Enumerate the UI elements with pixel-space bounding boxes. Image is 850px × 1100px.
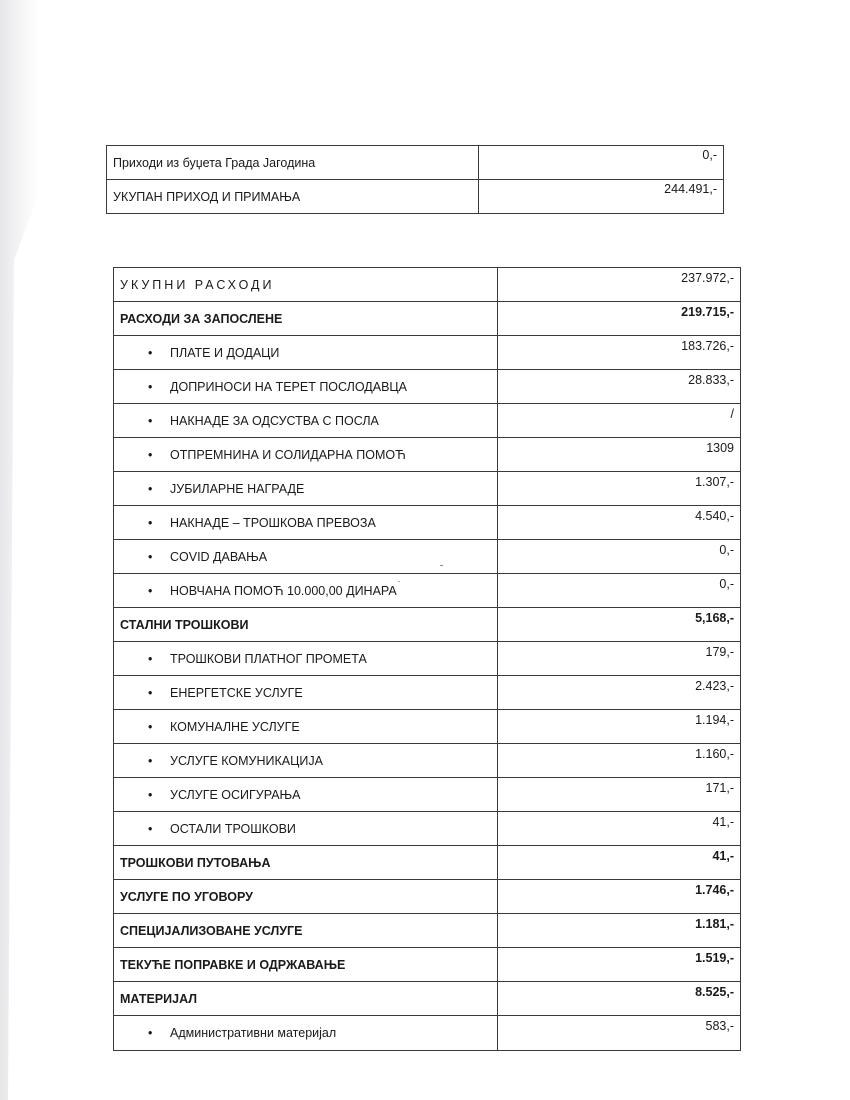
table-row xyxy=(114,710,741,744)
table-row xyxy=(107,146,724,180)
expense-table xyxy=(113,267,741,1051)
row-value: 171,- xyxy=(498,778,741,812)
bullet-icon: • xyxy=(148,651,153,666)
row-label: РАСХОДИ ЗА ЗАПОСЛЕНЕ xyxy=(114,302,498,336)
table-row xyxy=(114,982,741,1016)
table-row xyxy=(114,948,741,982)
row-value: 219.715,- xyxy=(498,302,741,336)
row-value: 1.194,- xyxy=(498,710,741,744)
row-value: 8.525,- xyxy=(498,982,741,1016)
bullet-icon: • xyxy=(148,719,153,734)
row-value: 179,- xyxy=(498,642,741,676)
scan-speck xyxy=(398,581,400,582)
bullet-icon: • xyxy=(148,481,153,496)
income-table xyxy=(106,145,724,214)
table-row xyxy=(114,880,741,914)
table-row xyxy=(114,812,741,846)
income-total-label: УКУПАН ПРИХОД И ПРИМАЊА xyxy=(107,180,479,214)
row-label: ОСТАЛИ ТРОШКОВИ xyxy=(170,821,296,836)
row-label: НАКНАДЕ – ТРОШКОВА ПРЕВОЗА xyxy=(170,515,376,530)
scan-edge-shadow xyxy=(0,0,120,1100)
row-value: 41,- xyxy=(498,846,741,880)
row-value: 1.181,- xyxy=(498,914,741,948)
row-value: 1.519,- xyxy=(498,948,741,982)
income-total-value: 244.491,- xyxy=(479,180,724,214)
row-value: 4.540,- xyxy=(498,506,741,540)
row-label: ОТПРЕМНИНА И СОЛИДАРНА ПОМОЋ xyxy=(170,447,406,462)
row-value: 583,- xyxy=(498,1016,741,1051)
row-label: Административни материјал xyxy=(170,1026,337,1040)
row-label: COVID ДАВАЊА xyxy=(170,549,268,564)
row-label: УСЛУГЕ ПО УГОВОРУ xyxy=(114,880,498,914)
bullet-icon: • xyxy=(148,1026,153,1040)
row-value: 2.423,- xyxy=(498,676,741,710)
bullet-icon: • xyxy=(148,685,153,700)
row-label: ТЕКУЋЕ ПОПРАВКЕ И ОДРЖАВАЊЕ xyxy=(114,948,498,982)
bullet-icon: • xyxy=(148,787,153,802)
expenses-total-label: УКУПНИ РАСХОДИ xyxy=(114,268,498,302)
table-row xyxy=(114,336,741,370)
table-row xyxy=(114,608,741,642)
bullet-icon: • xyxy=(148,515,153,530)
row-value: 5,168,- xyxy=(498,608,741,642)
row-label: НАКНАДЕ ЗА ОДСУСТВА С ПОСЛА xyxy=(170,413,379,428)
table-row xyxy=(114,506,741,540)
row-label: ДОПРИНОСИ НА ТЕРЕТ ПОСЛОДАВЦА xyxy=(170,379,408,394)
table-row xyxy=(114,744,741,778)
table-row xyxy=(114,438,741,472)
row-value: 1.746,- xyxy=(498,880,741,914)
bullet-icon: • xyxy=(148,753,153,768)
table-row xyxy=(114,268,741,302)
bullet-icon: • xyxy=(148,345,153,360)
income-budget-value: 0,- xyxy=(479,146,724,180)
row-label: ТРОШКОВИ ПУТОВАЊА xyxy=(114,846,498,880)
table-row xyxy=(114,642,741,676)
row-label: ЈУБИЛАРНЕ НАГРАДЕ xyxy=(170,481,305,496)
bullet-icon: • xyxy=(148,447,153,462)
row-label: ПЛАТЕ И ДОДАЦИ xyxy=(170,345,280,360)
row-value: / xyxy=(498,404,741,438)
row-label: УСЛУГЕ ОСИГУРАЊА xyxy=(170,787,301,802)
table-row xyxy=(114,540,741,574)
table-row xyxy=(114,472,741,506)
row-label: ЕНЕРГЕТСКЕ УСЛУГЕ xyxy=(170,685,303,700)
bullet-icon: • xyxy=(148,549,153,564)
table-row xyxy=(107,180,724,214)
expenses-total-value: 237.972,- xyxy=(498,268,741,302)
row-value: 1309 xyxy=(498,438,741,472)
row-label: КОМУНАЛНЕ УСЛУГЕ xyxy=(170,719,300,734)
bullet-icon: • xyxy=(148,583,153,598)
table-row xyxy=(114,370,741,404)
row-value: 0,- xyxy=(498,574,741,608)
row-label: СТАЛНИ ТРОШКОВИ xyxy=(114,608,498,642)
bullet-icon: • xyxy=(148,821,153,836)
table-row xyxy=(114,914,741,948)
row-value: 0,- xyxy=(498,540,741,574)
bullet-icon: • xyxy=(148,413,153,428)
table-row xyxy=(114,574,741,608)
row-value: 28.833,- xyxy=(498,370,741,404)
row-value: 183.726,- xyxy=(498,336,741,370)
row-label: ТРОШКОВИ ПЛАТНОГ ПРОМЕТА xyxy=(170,651,367,666)
row-value: 1.307,- xyxy=(498,472,741,506)
income-budget-label: Приходи из буџета Града Јагодина xyxy=(107,146,479,180)
row-label: УСЛУГЕ КОМУНИКАЦИЈА xyxy=(170,753,323,768)
row-label: НОВЧАНА ПОМОЋ 10.000,00 ДИНАРА xyxy=(170,583,397,598)
row-label: МАТЕРИЈАЛ xyxy=(114,982,498,1016)
table-row xyxy=(114,302,741,336)
table-row xyxy=(114,676,741,710)
table-row xyxy=(114,846,741,880)
table-row xyxy=(114,404,741,438)
row-value: 41,- xyxy=(498,812,741,846)
row-label: СПЕЦИЈАЛИЗОВАНЕ УСЛУГЕ xyxy=(114,914,498,948)
table-row xyxy=(114,778,741,812)
table-row xyxy=(114,1016,741,1051)
bullet-icon: • xyxy=(148,379,153,394)
scan-speck xyxy=(440,565,443,566)
row-value: 1.160,- xyxy=(498,744,741,778)
